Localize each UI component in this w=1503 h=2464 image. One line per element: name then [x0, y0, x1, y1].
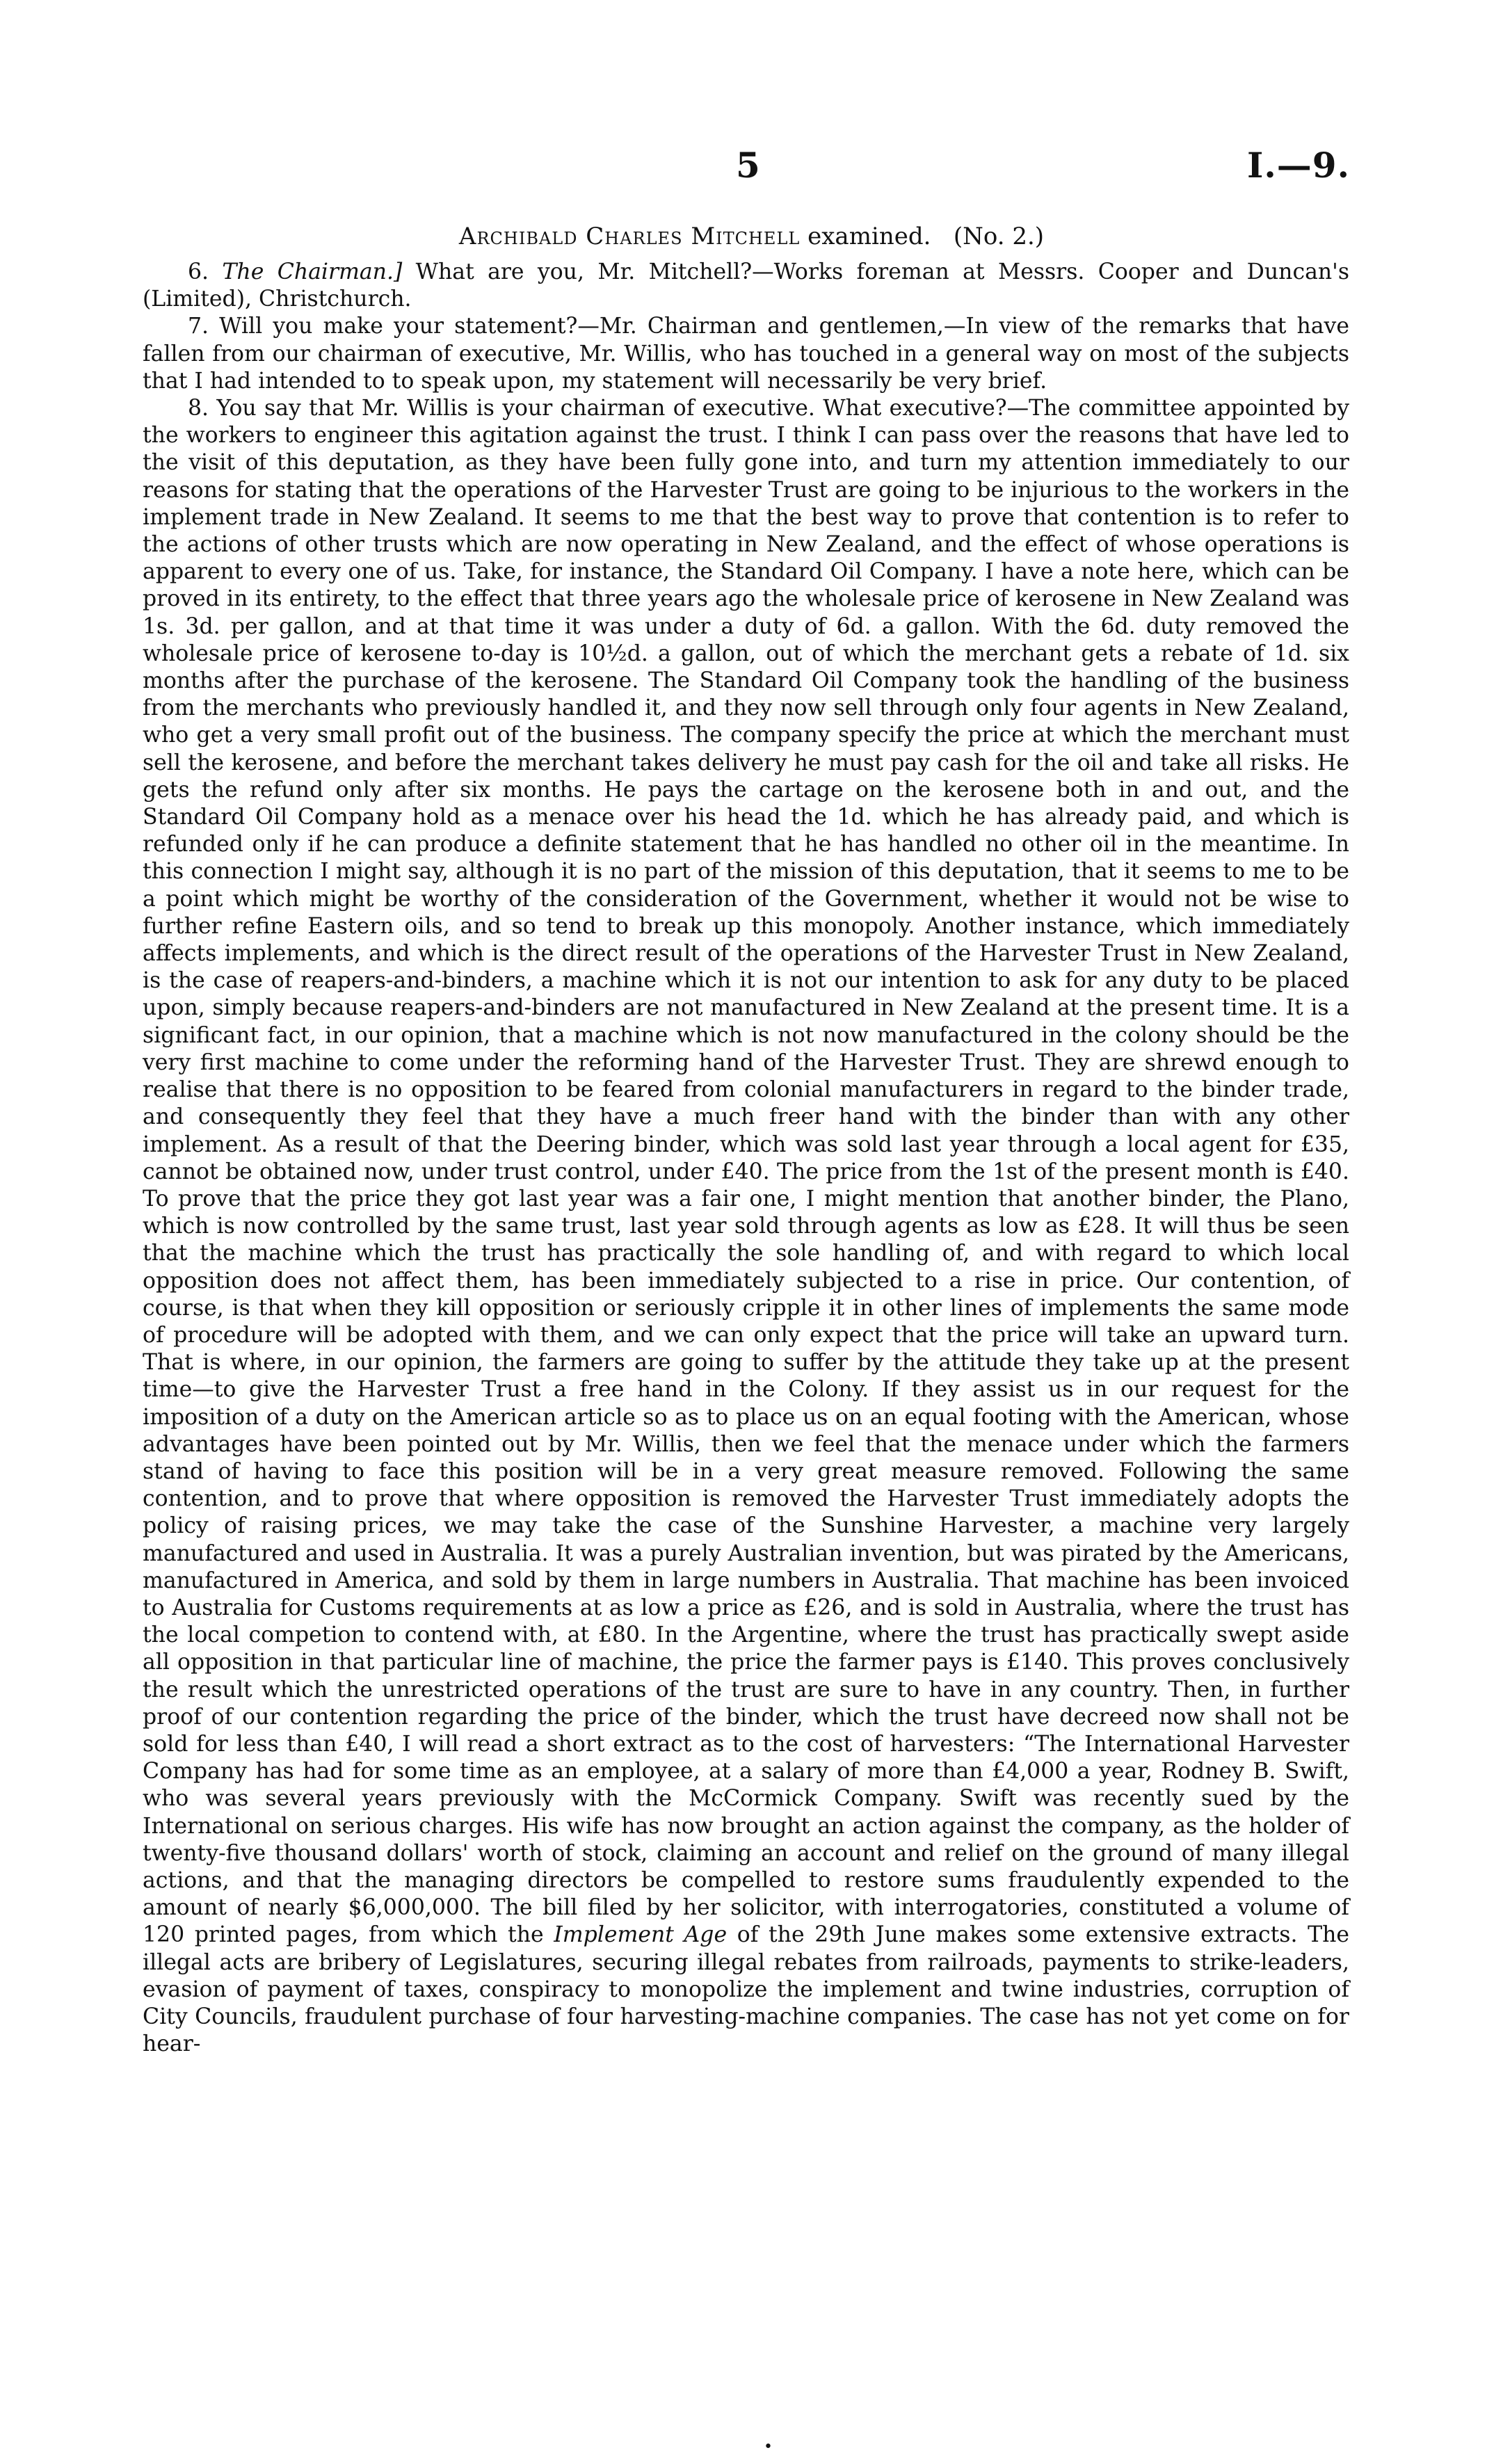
speaker-label: The Chairman.] [222, 259, 403, 284]
page-number: 5 [736, 145, 760, 186]
section-title-suffix: examined. [807, 223, 931, 250]
question-number: 7. [188, 314, 209, 339]
paragraph-text: You say that Mr. Willis is your chairman of executive. What executive?—The committee appointed by the workers to engineer this agitation against the trust. I think I can pass over the reasons that have led to the visit of this deputation, as they have been fully gone into, and turn my attention immediately to our reasons for stating that the operations of the Harvester Trust are going to be injurious to the workers in the implement trade in New Zealand. It seems to me that the best way to prove that contention is to refer to the actions of other trusts which are now operating in New Zealand, and the effect of whose operations is apparent to every one of us. Take, for instance, the Standard Oil Company. I have a note here, which can be proved in its entirety, to the effect that three years ago the wholesale price of kerosene in New Zealand was 1s. 3d. per gallon, and at that time it was under a duty of 6d. a gallon. With the 6d. duty removed the wholesale price of kerosene to-day is 10½d. a gallon, out of which the merchant gets a rebate of 1d. six months after the purchase of the kerosene. The Standard Oil Company took the handling of the business from the merchants who previously handled it, and they now sell through only four agents in New Zealand, who get a very small profit out of the business. The company specify the price at which the merchant must sell the kerosene, and before the merchant takes delivery he must pay cash for the oil and take all risks. He gets the refund only after six months. He pays the cartage on the kerosene both in and out, and the Standard Oil Company hold as a menace over his head the 1d. which he has already paid, and which is refunded only if he can produce a definite statement that he has handled no other oil in the meantime. In this connection I might say, although it is no part of the mission of this deputation, that it seems to me to be a point which might be worthy of the consideration of the Government, whether it would not be wise to further refine Eastern oils, and so tend to break up this monopoly. Another instance, which immediately affects implements, and which is the direct result of the operations of the Harvester Trust in New Zealand, is the case of reapers-and-binders, a machine which it is not our intention to ask for any duty to be placed upon, simply because reapers-and-binders are not manufactured in New Zealand at the present time. It is a significant fact, in our opinion, that a machine which is not now manufactured in the colony should be the very first machine to come under the reforming hand of the Harvester Trust. They are shrewd enough to realise that there is no opposition to be feared from colonial manufacturers in regard to the binder trade, and consequently they feel that they have a much freer hand with the binder than with any other implement. As a result of that the Deering binder, which was sold last year through a local agent for £35, cannot be obtained now, under trust control, under £40. The price from the 1st of the present month is £40. To prove that the price they got last year was a fair one, I might mention that another binder, the Plano, which is now controlled by the same trust, last year sold through agents as low as £28. It will thus be seen that the machine which the trust has practically the sole handling of, and with regard to which local opposition does not affect them, has been immediately subjected to a rise in price. Our contention, of course, is that when they kill opposition or seriously cripple it in other lines of implements the same mode of procedure will be adopted with them, and we can only expect that the price will take an upward turn. That is where, in our opinion, the farmers are going to suffer by the attitude they take up at the present time—to give the Harvester Trust a free hand in the Colony. If they assist us in our request for the imposition of a duty on the American article so as to place us on an equal footing with the American, whose advantages have been pointed out by Mr. Willis, then we feel that the menace under which the farmers stand of having to face this position will be in a very great measure removed. Following the same contention, and to prove that where opposition is removed the Harvester Trust immediately adopts the policy of raising prices, we may take the case of the Sunshine Harvester, a machine very largely manufactured and used in Australia. It was a purely Australian invention, but was pirated by the Americans, manufactured in America, and sold by them in large numbers in Australia. That machine has been invoiced to Australia for Customs requirements at as low a price as £26, and is sold in Australia, where the trust has the local competion to contend with, at £80. In the Argentine, where the trust has practically swept aside all opposition in that particular line of machine, the price the farmer pays is £140. This proves conclusively the result which the unrestricted operations of the trust are sure to have in any country. Then, in further proof of our contention regarding the price of the binder, which the trust have decreed now shall not be sold for less than £40, I will read a short extract as to the cost of harvesters: “The International Harvester Company has had for some time as an employee, at a salary of more than £4,000 a year, Rodney B. Swift, who was several years previously with the McCormick Company. Swift was recently sued by the International on serious charges. His wife has now brought an action against the company, as the holder of twenty-five thousand dollars' worth of stock, claiming an account and relief on the ground of many illegal actions, and that the managing directors be compelled to restore sums fraudulently expended to the amount of nearly $6,000,000. The bill filed by her solicitor, with interrogatories, constituted a volume of 120 printed pages, from which the [143, 396, 1350, 1948]
question-paragraph [143, 313, 1349, 395]
question-paragraph [143, 395, 1349, 2058]
page-header [0, 145, 1503, 193]
document-reference: I.—9. [1247, 145, 1350, 186]
examination-number: (No. 2.) [953, 223, 1045, 250]
question-paragraph [143, 259, 1349, 313]
publication-title: Implement Age [554, 1922, 728, 1948]
paragraph-text: Will you make your statement?—Mr. Chairman and gentlemen,—In view of the remarks that have fallen from our chairman of executive, Mr. Willis, who has touched in a general way on most of the subjects that I had intended to to speak upon, my statement will necessarily be very brief. [143, 314, 1349, 394]
footer-mark: • [764, 2438, 773, 2456]
question-number: 6. [188, 259, 209, 284]
question-number: 8. [188, 396, 209, 421]
witness-name: Archibald Charles Mitchell [458, 223, 801, 250]
paragraph-text: What are you, Mr. Mitchell?—Works foreman at Messrs. Cooper and Duncan's (Limited), Christchurch. [143, 259, 1349, 312]
paragraph-text-continued: of the 29th June makes some extensive extracts. The illegal acts are bribery of Legislatures, securing illegal rebates from railroads, payments to strike-leaders, evasion of payment of taxes, conspiracy to monopolize the implement and twine industries, corruption of City Councils, fraudulent purchase of four harvesting-machine companies. The case has not yet come on for hear- [143, 1922, 1350, 2057]
testimony-body [143, 259, 1349, 2058]
section-title [0, 223, 1503, 250]
